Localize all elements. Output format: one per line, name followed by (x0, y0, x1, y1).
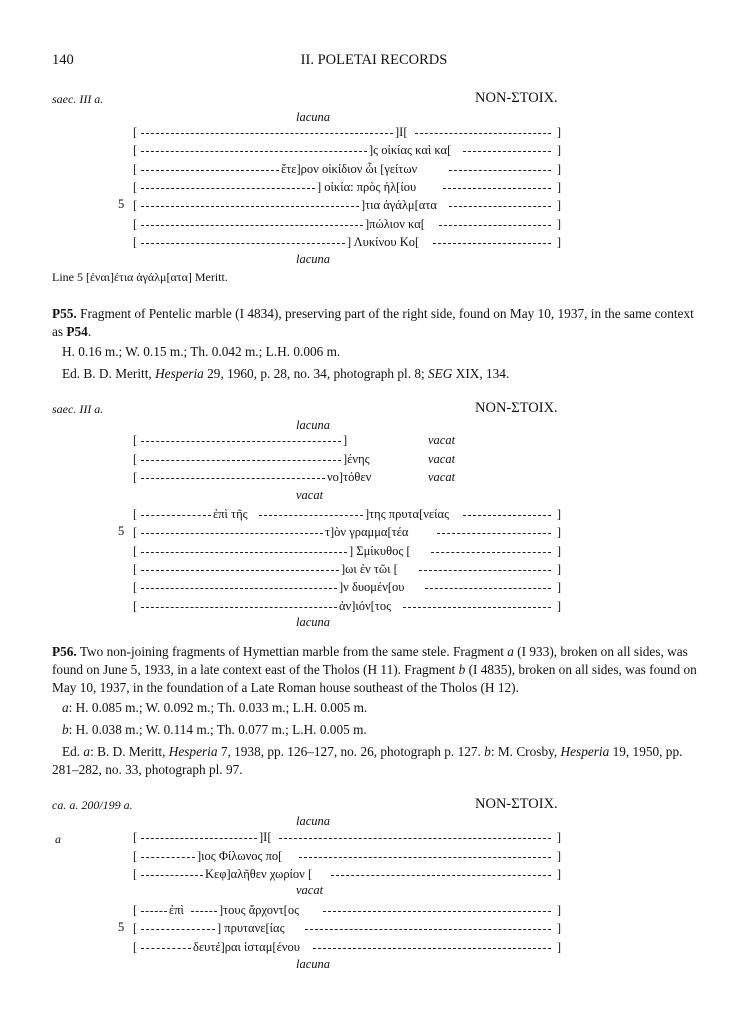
p56-dimensions-a: a: H. 0.085 m.; W. 0.092 m.; Th. 0.033 m.; L.H. 0.005 m. (62, 700, 368, 715)
insc2-line-number: 5 (118, 524, 125, 538)
insc1-line-number: 5 (118, 197, 125, 211)
insc3-line-number: 5 (118, 920, 125, 934)
insc2-lacuna-bottom: lacuna (296, 615, 331, 629)
insc3-line-6: [ δευτέ]ραι ἱσταμ[ένου ] (133, 940, 561, 954)
insc2-line-2: [ ]ένης vacat (133, 452, 456, 466)
insc2-format: NON-ΣΤΟΙΧ. (475, 400, 558, 416)
p56-edition: Ed. a: B. D. Meritt, Hesperia 7, 1938, pp. 126–127, no. 26, photograph p. 127. b: M. Crosby, Hesperia 19, 1950, pp. 281–282, no. 33, photograph pl. 97. (52, 744, 683, 777)
p55-ref: P54 (66, 324, 88, 339)
insc2-lacuna-top: lacuna (296, 418, 331, 432)
insc1-format: NON-ΣΤΟΙΧ. (475, 90, 558, 106)
p55-description: P55. Fragment of Pentelic marble (I 4834), preserving part of the right side, found on May 10, 1937, in the same context as P54. (52, 306, 694, 339)
insc3-date: ca. a. 200/199 a. (52, 798, 133, 812)
insc2-vacat: vacat (296, 488, 324, 502)
p56-description: P56. Two non-joining fragments of Hymettian marble from the same stele. Fragment a (I 933), broken on all sides, was found on June 5, 1933, in a late context east of the Tholos (H 11). Fragment b (I 4835), broken on all sides, was found on May 10, 1937, in the foundation of a Late Roman house southeast of the Tholos (H 12). (52, 644, 697, 695)
insc3-format: NON-ΣΤΟΙΧ. (475, 796, 558, 812)
p55-dimensions: H. 0.16 m.; W. 0.15 m.; Th. 0.042 m.; L.H. 0.006 m. (62, 344, 341, 359)
insc2-date: saec. III a. (52, 402, 104, 416)
insc3-lacuna-bottom: lacuna (296, 957, 331, 971)
running-title: II. POLETAI RECORDS (300, 52, 448, 68)
insc2-line-8: [ ]ν δυομέν[ου ] (133, 580, 561, 594)
insc1-line-2: [ ]ς οἰκίας καὶ κα[ ] (133, 143, 561, 157)
insc1-line-6: [ ]πώλιον κα[ ] (133, 217, 561, 231)
insc2-line-6: [ ] Σμίκυθος [ ] (133, 544, 561, 558)
insc3-lacuna-top: lacuna (296, 814, 331, 828)
p56-label: P56. (52, 644, 77, 659)
insc3-line-3: [ Κεφ]αλῆθεν χωρίον [ ] (133, 867, 561, 881)
insc3-fragment-label: a (55, 832, 61, 846)
insc1-line-7: [ ] Λυκίνου Κο[ ] (133, 235, 561, 249)
insc2-line-7: [ ]ωι ἐν τῶι [ ] (133, 562, 561, 576)
insc2-line-4: [ ἐπὶ τῆς ]της πρυτα[νείας ] (133, 507, 561, 521)
insc1-lacuna-bottom: lacuna (296, 252, 331, 266)
insc3-line-1: [ ]I[ ] (133, 830, 561, 844)
insc1-line-5: [ ]τια ἀγάλμ[ατα ] (133, 198, 561, 212)
insc1-note: Line 5 [ἐναι]έτια ἀγάλμ[ατα] Meritt. (52, 270, 228, 284)
p55-label: P55. (52, 306, 77, 321)
insc1-line-4: [ ] οἰκία: πρὸς ἡλ[ίου ] (133, 180, 561, 194)
insc1-line-1: [ ]I[ ] (133, 125, 561, 139)
insc2-line-9: [ ἀν]ιόν[τος ] (133, 599, 561, 613)
page-number: 140 (52, 52, 74, 68)
p56-dimensions-b: b: H. 0.038 m.; W. 0.114 m.; Th. 0.077 m.; L.H. 0.005 m. (62, 722, 367, 737)
p55-edition: Ed. B. D. Meritt, Hesperia 29, 1960, p. 28, no. 34, photograph pl. 8; SEG XIX, 134. (62, 366, 510, 381)
insc3-line-4: [ ἐπὶ ]τους ἄρχοντ[ος ] (133, 903, 561, 917)
insc3-line-5: [ ] πρυτανε[ίας ] (133, 921, 561, 935)
insc3-line-2: [ ]ιος Φίλωνος πο[ ] (133, 849, 561, 863)
insc3-vacat: vacat (296, 883, 324, 897)
insc1-date: saec. III a. (52, 92, 104, 106)
insc2-line-1: [ ] vacat (133, 433, 456, 447)
insc2-line-5: [ τ]ὸν γραμμα[τέα ] (133, 525, 561, 539)
insc1-line-3: [ ἔτε]ρον οἰκίδιον ὧι [γείτων ] (133, 162, 561, 176)
insc2-line-3: [ νο]τόθεν vacat (133, 470, 456, 484)
insc1-lacuna-top: lacuna (296, 110, 331, 124)
